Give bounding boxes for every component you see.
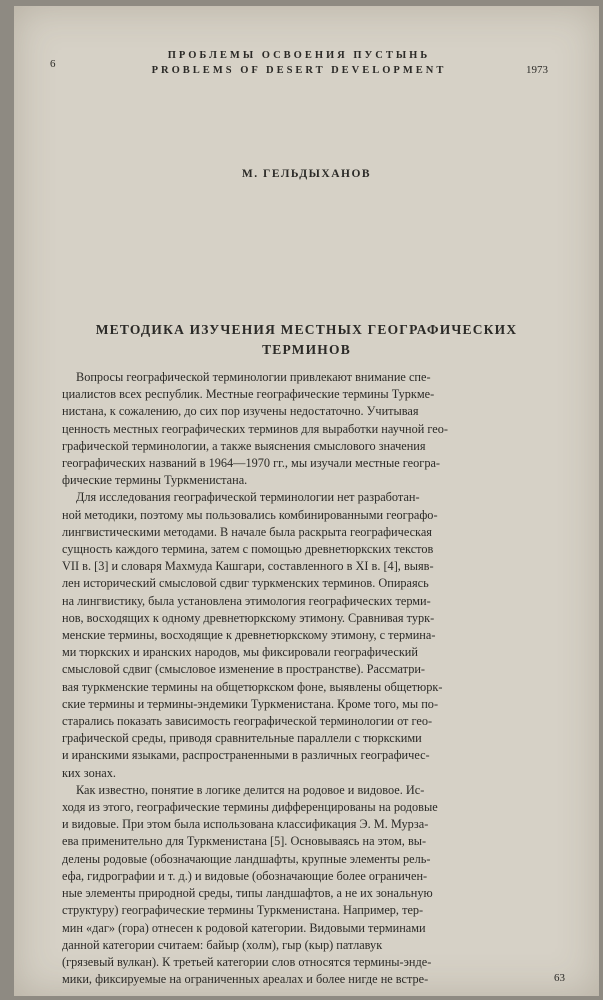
text-line: мики, фиксируемые на ограниченных ареалах и более нигде не встре-	[62, 972, 429, 987]
text-line: старались показать зависимость географической терминологии от гео-	[62, 714, 433, 729]
page-number-left: 6	[50, 58, 56, 70]
text-line: ходя из этого, географические термины дифференцированы на родовые	[62, 800, 438, 815]
paragraph	[62, 489, 562, 781]
page-number-right: 63	[554, 972, 565, 984]
paragraph	[62, 369, 562, 489]
text-line: смысловой сдвиг (смысловое изменение в пространстве). Рассматри-	[62, 662, 426, 677]
text-line: данной категории считаем: байыр (холм), гыр (кыр) патлавук	[62, 937, 383, 952]
text-line: вая туркменские термины на общетюркском фоне, выявлены общетюрк-	[62, 679, 443, 694]
text-line: Как известно, понятие в логике делится на родовое и видовое. Ис-	[76, 782, 425, 797]
header-year: 1973	[526, 64, 548, 76]
text-line: графической среды, приводя сравнительные параллели с тюркскими	[62, 731, 422, 746]
text-line: Для исследования географической терминологии нет разработан-	[76, 490, 420, 505]
document-page	[14, 6, 599, 996]
text-line: VII в. [3] и словаря Махмуда Кашгари, составленного в XI в. [4], выяв-	[62, 559, 434, 574]
text-line: и иранскими языками, распространенными в различных географичес-	[62, 748, 430, 763]
text-line: на лингвистику, была установлена этимология географических терми-	[62, 593, 431, 608]
text-line: ные элементы природной среды, типы ландшафтов, а не их зональную	[62, 886, 433, 901]
running-header	[14, 6, 599, 86]
text-line: ские термины и термины-эндемики Туркменистана. Кроме того, мы по-	[62, 696, 439, 711]
text-line: Вопросы географической терминологии привлекают внимание спе-	[76, 370, 431, 384]
text-line: нов, восходящих к одному древнетюркскому этимону. Сравнивая турк-	[62, 610, 435, 625]
journal-title-en: PROBLEMS OF DESERT DEVELOPMENT	[151, 65, 447, 76]
article-title-line-1: МЕТОДИКА ИЗУЧЕНИЯ МЕСТНЫХ ГЕОГРАФИЧЕСКИХ	[95, 322, 518, 337]
text-line: делены родовые (обозначающие ландшафты, крупные элементы рель-	[62, 851, 431, 866]
text-line: нистана, к сожалению, до сих пор изучены недостаточно. Учитывая	[62, 404, 419, 419]
text-line: лингвистическими методами. В начале была раскрыта географическая	[62, 524, 432, 539]
text-line: и видовые. При этом была использована классификация Э. М. Мурза-	[62, 817, 429, 832]
text-line: лен исторический смысловой сдвиг туркменских терминов. Опираясь	[62, 576, 429, 591]
journal-title	[109, 48, 489, 78]
article-title-line-2: ТЕРМИНОВ	[262, 342, 351, 357]
text-line: менские термины, восходящие к древнетюркскому этимону, с термина-	[62, 628, 436, 643]
paragraph	[62, 782, 562, 988]
text-line: ценность местных географических терминов для выработки научной гео-	[62, 421, 449, 436]
text-line: ми тюркских и иранских народов, мы фиксировали географический	[62, 645, 418, 660]
text-line: графической терминологии, а также выяснения смыслового значения	[62, 438, 426, 453]
text-line: циалистов всех республик. Местные географические термины Туркме-	[62, 387, 435, 402]
text-line: сущность каждого термина, затем с помощью древнетюркских текстов	[62, 542, 434, 557]
text-line: мин «даг» (гора) отнесен к родовой категории. Видовыми терминами	[62, 920, 426, 935]
text-line: ной методики, поэтому мы пользовались комбинированными географо-	[62, 507, 438, 522]
text-line: структуру) географические термины Туркменистана. Например, тер-	[62, 903, 424, 918]
article-body	[62, 369, 562, 988]
text-line: ефа, гидрографии и т. д.) и видовые (обозначающие более ограничен-	[62, 868, 428, 883]
text-line: ева применительно для Туркменистана [5]. Основываясь на этом, вы-	[62, 834, 427, 849]
article-title	[54, 320, 559, 360]
journal-title-ru: ПРОБЛЕМЫ ОСВОЕНИЯ ПУСТЫНЬ	[167, 50, 431, 61]
text-line: фические термины Туркменистана.	[62, 473, 248, 488]
text-line: ких зонах.	[62, 765, 116, 780]
text-line: географических названий в 1964—1970 гг., мы изучали местные геогра-	[62, 456, 441, 471]
text-line: (грязевый вулкан). К третьей категории слов относятся термины-энде-	[62, 954, 432, 969]
author-name: М. ГЕЛЬДЫХАНОВ	[241, 168, 372, 180]
